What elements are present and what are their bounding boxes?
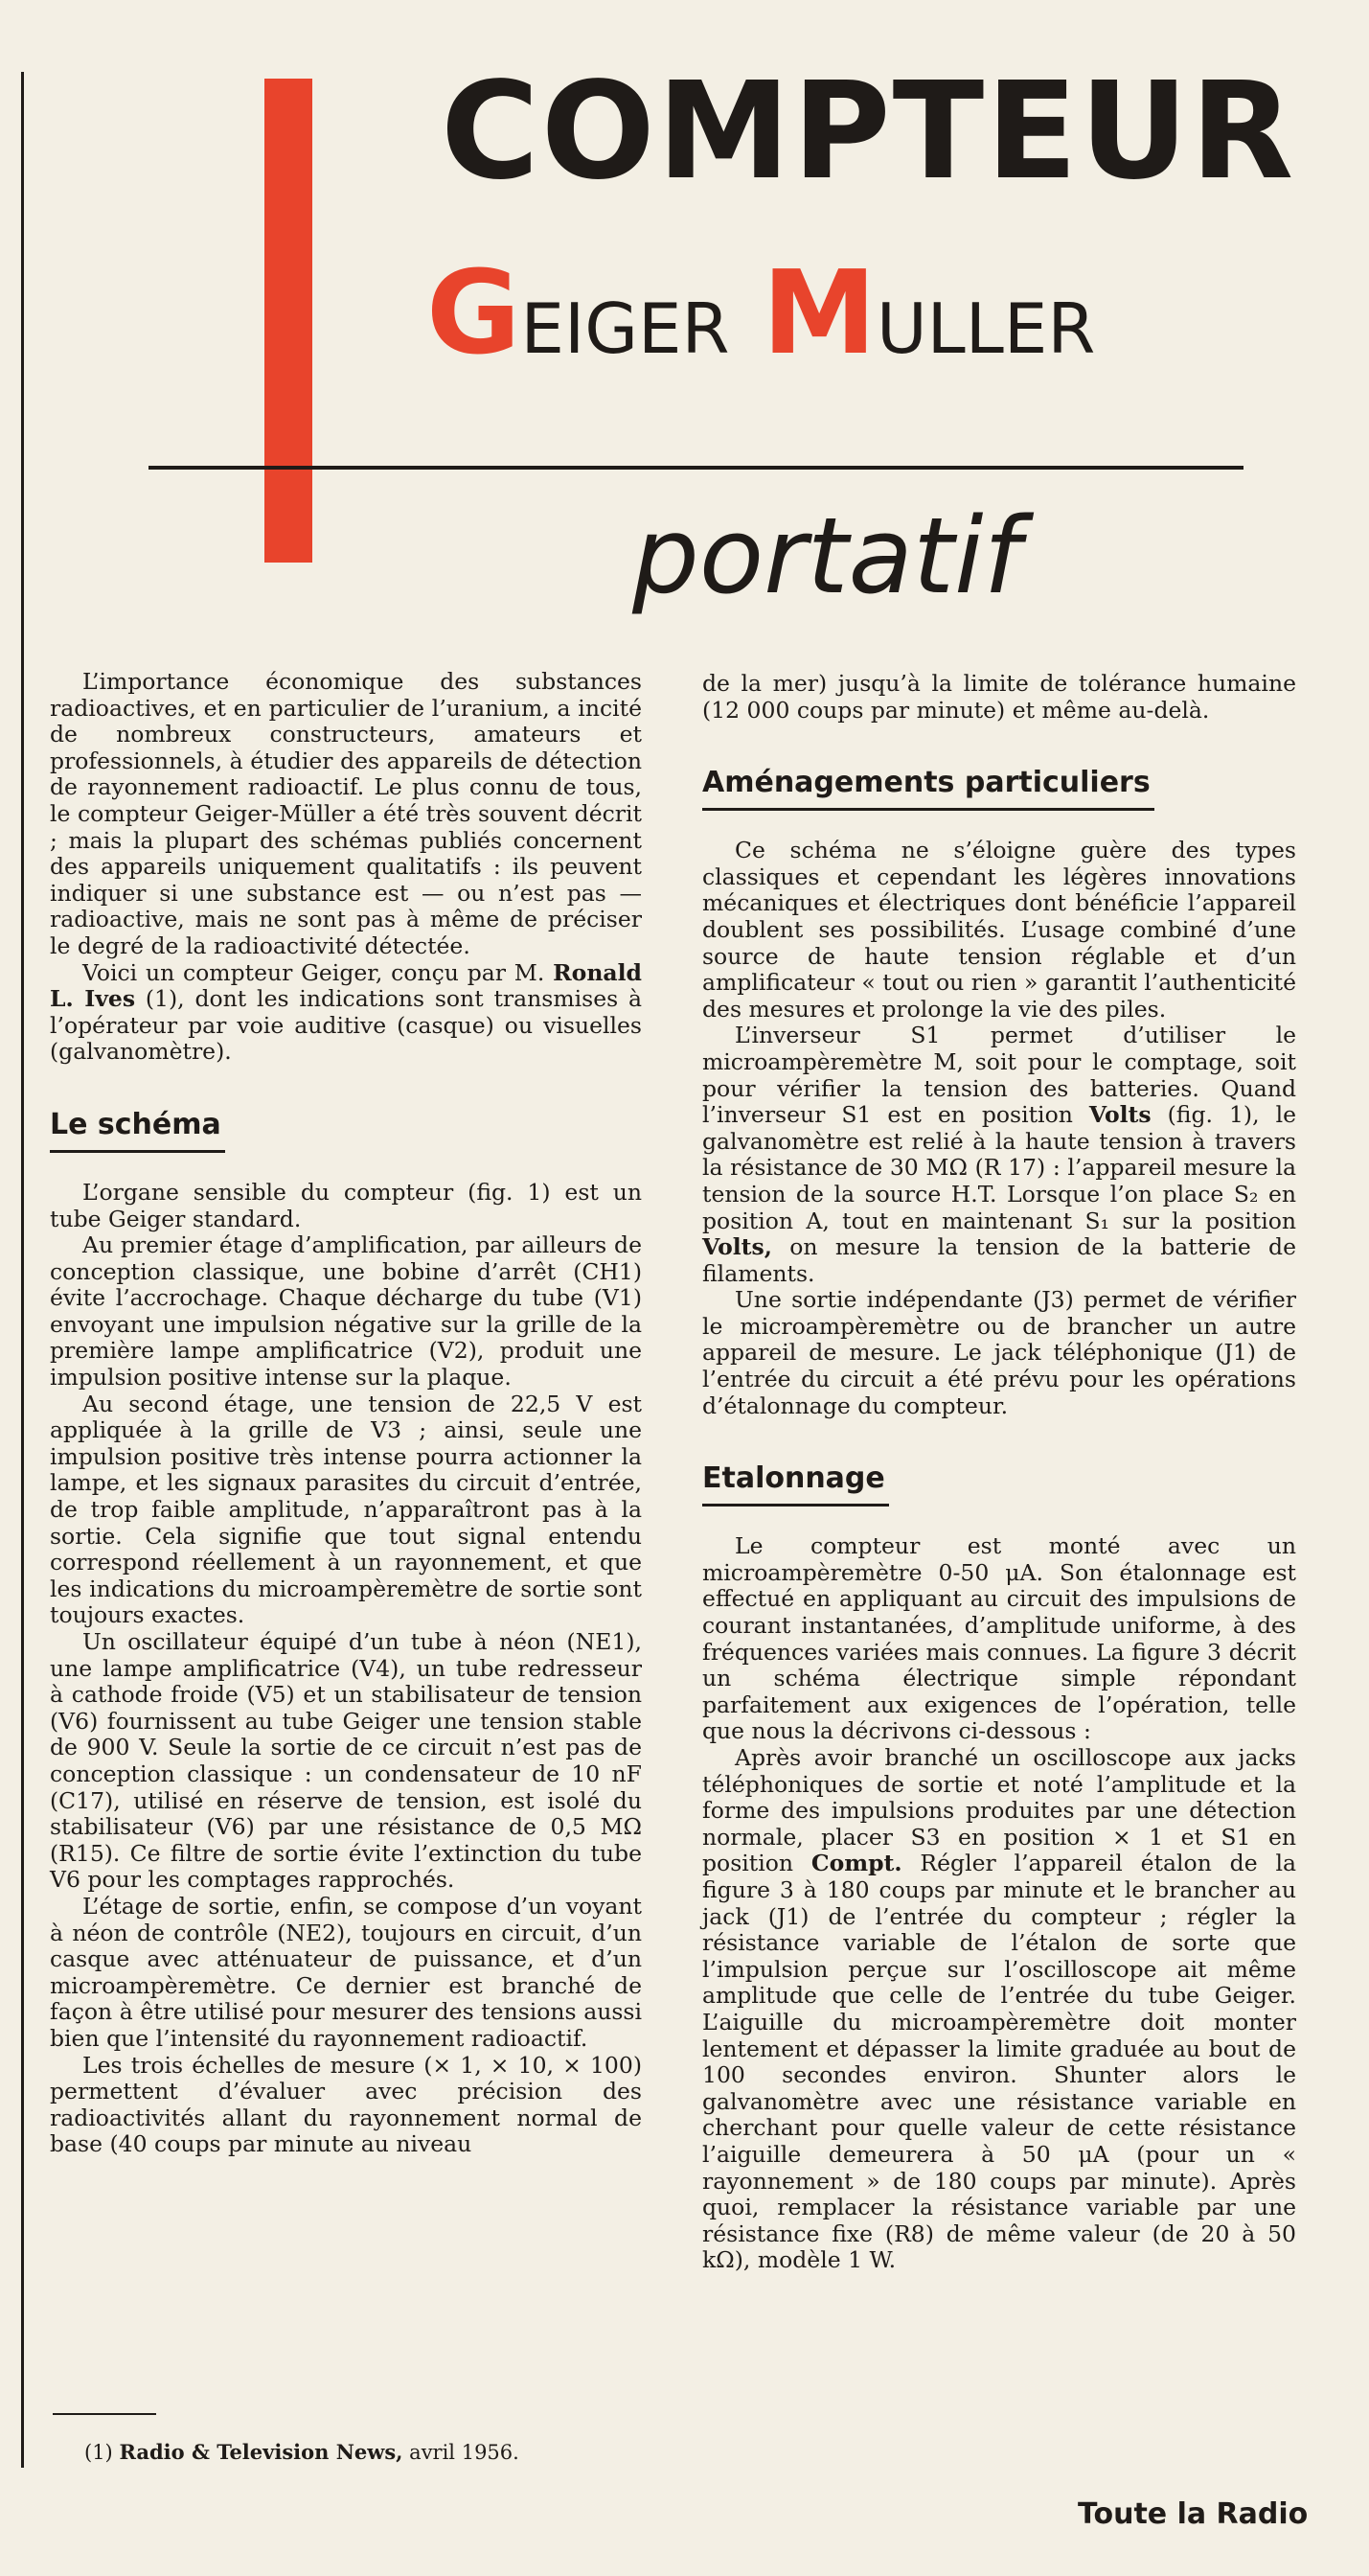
volts-label-2: Volts, bbox=[702, 1233, 772, 1261]
continued-paragraph: de la mer) jusqu’à la limite de tolérance humaine (12 000 coups par minute) et même au-delà. bbox=[702, 670, 1296, 724]
schema-paragraph-1: L’organe sensible du compteur (fig. 1) est un tube Geiger standard. bbox=[50, 1178, 642, 1232]
left-margin-rule bbox=[21, 72, 24, 2468]
amenagements-paragraph-1: Ce schéma ne s’éloigne guère des types classiques et cependant les légères innovations mécaniques et électriques dont bénéficie l’appareil doublent ses possibilités. L’usage combiné d’une source de haute tension réglable et d’un amplificateur « tout ou rien » garantit l’authenticité des mesures et prolonge la vie des piles. bbox=[702, 837, 1296, 1023]
title-cap-m: M bbox=[762, 247, 877, 380]
red-accent-bar bbox=[264, 79, 312, 563]
heading-schema: Le schéma bbox=[50, 1106, 225, 1153]
title-cap-g: G bbox=[426, 247, 521, 380]
etalonnage-paragraph-1: Le compteur est monté avec un microampèremètre 0-50 μA. Son étalonnage est effectué en appliquant au circuit des impulsions de courant instantanées, d’amplitude uniforme, à des fréquences variées mais connues. La figure 3 décrit un schéma électrique simple répondant parfaitement aux exigences de l’opération, telle que nous la décrivons ci-dessous : bbox=[702, 1532, 1296, 1745]
a2-text-a: L’inverseur S1 permet d’utiliser le microampèremètre M, soit pour le comptage, soit pour vérifier la tension des batteries. Quand l’inverseur S1 est en position bbox=[702, 1022, 1296, 1129]
a2-text-b: (fig. 1), le galvanomètre est relié à la haute tension à travers la résistance de 30 MΩ (R 17) : l’appareil mesure la tension de la source H.T. Lorsque l’on place S₂ en position A, tout en maintenant S₁ sur la position bbox=[702, 1101, 1296, 1234]
title-geiger-rest: EIGER bbox=[520, 288, 730, 369]
author-name: Ronald L. Ives bbox=[50, 958, 642, 1013]
intro-paragraph-1: L’importance économique des substances radioactives, et en particulier de l’uranium, a incité de nombreux constructeurs, amateurs et professionnels, à étudier des appareils de détection de rayonnement radioactif. Le plus connu de tous, le compteur Geiger-Müller a été très souvent décrit ; mais la plupart des schémas publiés concernent des appareils uniquement qualitatifs : ils peuvent indiquer si une substance est — ou n’est pas — radioactive, mais ne sont pas à même de préciser le degré de la radioactivité détectée. bbox=[50, 668, 642, 959]
intro2-text-a: Voici un compteur Geiger, conçu par M. bbox=[82, 958, 545, 986]
etalonnage-paragraph-2 bbox=[702, 1745, 1296, 2274]
footnote-source: Radio & Television News, bbox=[119, 2440, 403, 2464]
title-line-3: portatif bbox=[632, 494, 1021, 617]
amenagements-paragraph-2 bbox=[702, 1023, 1296, 1287]
compt-label: Compt. bbox=[810, 1850, 902, 1877]
footnote-date: avril 1956. bbox=[409, 2441, 519, 2464]
title-line-2 bbox=[426, 247, 1289, 386]
footnote-number: (1) bbox=[84, 2441, 113, 2464]
intro-paragraph-2 bbox=[50, 960, 642, 1066]
heading-amenagements-wrap bbox=[702, 764, 1296, 838]
schema-paragraph-5: L’étage de sortie, enfin, se compose d’un voyant à néon de contrôle (NE2), toujours en circuit, d’un casque avec atténuateur de puissance, et d’un microampèremètre. Ce dernier est branché de façon à être utilisé pour mesurer des tensions aussi bien que l’intensité du rayonnement radioactif. bbox=[50, 1892, 642, 2052]
heading-etalonnage-wrap bbox=[702, 1460, 1296, 1533]
title-rule bbox=[148, 466, 1244, 470]
schema-paragraph-3: Au second étage, une tension de 22,5 V est appliquée à la grille de V3 ; ainsi, seule une impulsion positive très intense pourra actionner la lampe, et les signaux parasites du circuit d’entrée, de trop faible amplitude, n’apparaîtront pas à la sortie. Cela signifie que tout signal entendu correspond réellement à un rayonnement, et que les indications du microampèremètre de sortie sont toujours exactes. bbox=[50, 1390, 642, 1629]
left-column bbox=[50, 669, 642, 2158]
footnote bbox=[84, 2440, 659, 2465]
e2-text-b: Régler l’appareil étalon de la figure 3 à 180 coups par minute et le brancher au jack (J1) de l’entrée du compteur ; régler la résistance variable de l’étalon de sorte que l’impulsion perçue sur l’oscilloscope ait même amplitude que celle de l’entrée du tube Geiger. L’aiguille du microampèremètre doit monter lentement et dépasser la limite graduée au bout de 100 secondes environ. Shunter alors le galvanomètre avec une résistance variable en cherchant pour quelle valeur de cette résistance l’aiguille demeurera à 50 μA (pour un « rayonnement » de 180 coups par minute). Après quoi, remplacer la résistance variable par une résistance fixe (R8) de même valeur (de 20 à 50 kΩ), modèle 1 W. bbox=[702, 1850, 1296, 2274]
title-muller-rest: ULLER bbox=[876, 288, 1096, 369]
schema-paragraph-6: Les trois échelles de mesure (× 1, × 10, × 100) permettent d’évaluer avec précision des radioactivités allant du rayonnement normal de base (40 coups par minute au niveau bbox=[50, 2051, 642, 2158]
volts-label-1: Volts bbox=[1088, 1101, 1152, 1129]
page-footer: Toute la Radio bbox=[1078, 2497, 1309, 2531]
heading-etalonnage: Etalonnage bbox=[702, 1460, 889, 1506]
a2-text-c: on mesure la tension de la batterie de filaments. bbox=[702, 1233, 1296, 1287]
heading-schema-wrap bbox=[50, 1106, 642, 1180]
schema-paragraph-4: Un oscillateur équipé d’un tube à néon (NE1), une lampe amplificatrice (V4), un tube redresseur à cathode froide (V5) et un stabilisateur de tension (V6) fournissent au tube Geiger une tension stable de 900 V. Seule la sortie de ce circuit n’est pas de conception classique : un condensateur de 10 nF (C17), utilisé en réserve de tension, est isolé du stabilisateur (V6) par une résistance de 0,5 MΩ (R15). Ce filtre de sortie évite l’extinction du tube V6 pour les comptages rapprochés. bbox=[50, 1628, 642, 1894]
intro2-text-b: (1), dont les indications sont transmises à l’opérateur par voie auditive (casque) ou visuelles (galvanomètre). bbox=[50, 985, 642, 1066]
e2-text-a: Après avoir branché un oscilloscope aux jacks téléphoniques de sortie et noté l’amplitude et la forme des impulsions produites par une détection normale, placer S3 en position × 1 et S1 en position bbox=[702, 1744, 1296, 1877]
right-column bbox=[702, 671, 1296, 2274]
title-line-1: COMPTEUR bbox=[441, 54, 1296, 210]
footnote-rule bbox=[53, 2413, 156, 2415]
schema-paragraph-2: Au premier étage d’amplification, par ailleurs de conception classique, une bobine d’arrêt (CH1) évite l’accrochage. Chaque décharge du tube (V1) envoyant une impulsion négative sur la grille de la première lampe amplificatrice (V2), produit une impulsion positive intense sur la plaque. bbox=[50, 1231, 642, 1392]
heading-amenagements: Aménagements particuliers bbox=[702, 764, 1154, 811]
amenagements-paragraph-3: Une sortie indépendante (J3) permet de vérifier le microampèremètre ou de brancher un autre appareil de mesure. Le jack téléphonique (J1) de l’entrée du circuit a été prévu pour les opérations d’étalonnage du compteur. bbox=[702, 1286, 1296, 1419]
